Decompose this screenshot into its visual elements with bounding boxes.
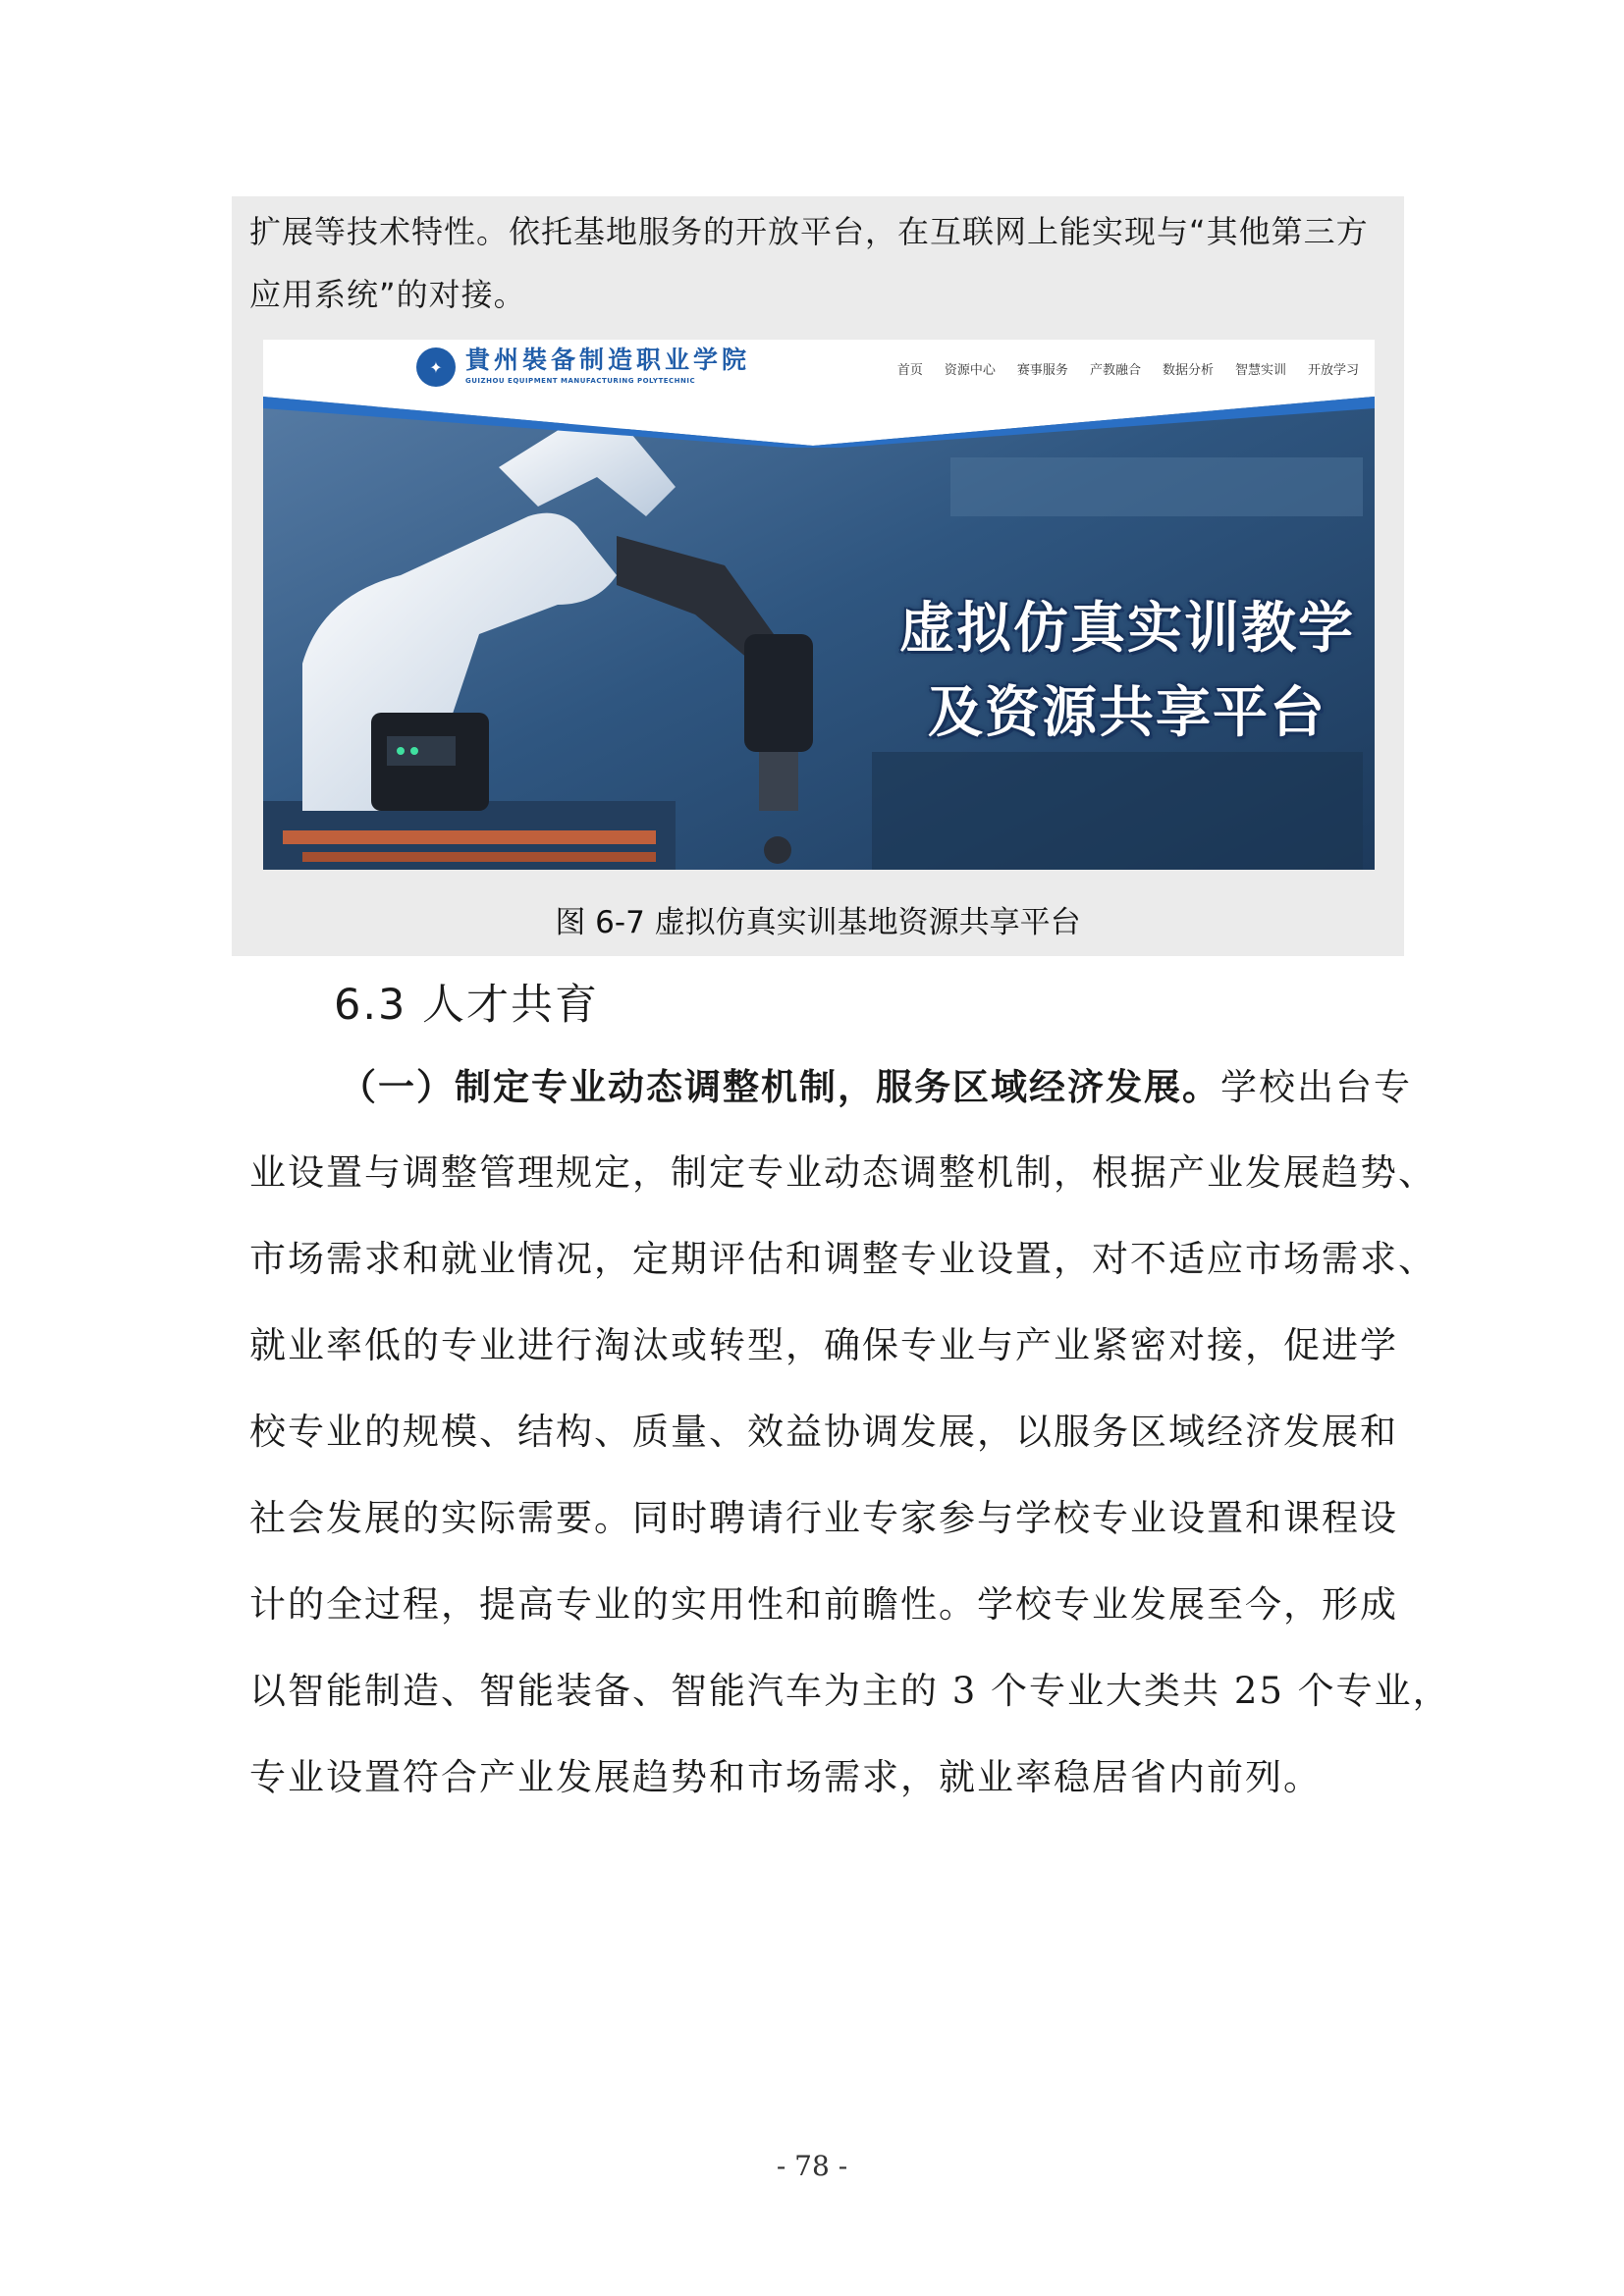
paragraph-line: 业设置与调整管理规定，制定专业动态调整机制，根据产业发展趋势、 [249,1151,1436,1194]
body-text-line: 应用系统”的对接。 [249,276,526,313]
nav-item-smart-training[interactable]: 智慧实训 [1234,363,1286,378]
paragraph-lead-rest: 学校出台专 [1220,1066,1412,1108]
paragraph-line: 社会发展的实际需要。同时聘请行业专家参与学校专业设置和课程设 [249,1497,1398,1539]
school-logo-icon: ✦ [416,347,456,387]
nav-item-events[interactable]: 赛事服务 [1016,363,1068,378]
school-name-en: GUIZHOU EQUIPMENT MANUFACTURING POLYTECHNIC [465,377,696,385]
paragraph-line-first [340,1062,1412,1112]
nav-item-resources[interactable]: 资源中心 [944,363,996,378]
school-name: 貴州裝备制造职业学院 [465,346,751,374]
figure-caption: 图 6-7 虚拟仿真实训基地资源共享平台 [555,905,1081,940]
site-nav [897,359,1359,378]
platform-screenshot [263,340,1375,870]
paragraph-bold-lead: （一）制定专业动态调整机制，服务区域经济发展。 [340,1065,1220,1108]
paragraph-line: 市场需求和就业情况，定期评估和调整专业设置，对不适应市场需求、 [249,1238,1436,1280]
body-text-line: 扩展等技术特性。依托基地服务的开放平台，在互联网上能实现与“其他第三方 [249,213,1369,250]
paragraph-line: 计的全过程，提高专业的实用性和前瞻性。学校专业发展至今，形成 [249,1583,1398,1626]
site-header [263,340,1375,397]
banner-title-line1: 虚拟仿真实训教学 [899,597,1355,661]
paragraph-line: 校专业的规模、结构、质量、效益协调发展，以服务区域经济发展和 [249,1411,1398,1453]
paragraph-line: 专业设置符合产业发展趋势和市场需求，就业率稳居省内前列。 [249,1756,1322,1798]
paragraph-line: 就业率低的专业进行淘汰或转型，确保专业与产业紧密对接，促进学 [249,1324,1398,1366]
paragraph-line: 以智能制造、智能装备、智能汽车为主的 3 个专业大类共 25 个专业， [249,1670,1451,1712]
nav-item-home[interactable]: 首页 [896,363,923,378]
section-heading: 6.3 人才共育 [334,981,600,1030]
banner-title-line2: 及资源共享平台 [928,681,1326,745]
page-number: - 78 - [776,2150,848,2182]
nav-item-analytics[interactable]: 数据分析 [1162,363,1214,378]
figure-block [232,196,1404,956]
nav-item-industry[interactable]: 产教融合 [1089,363,1141,378]
nav-item-open-learning[interactable]: 开放学习 [1307,363,1359,378]
